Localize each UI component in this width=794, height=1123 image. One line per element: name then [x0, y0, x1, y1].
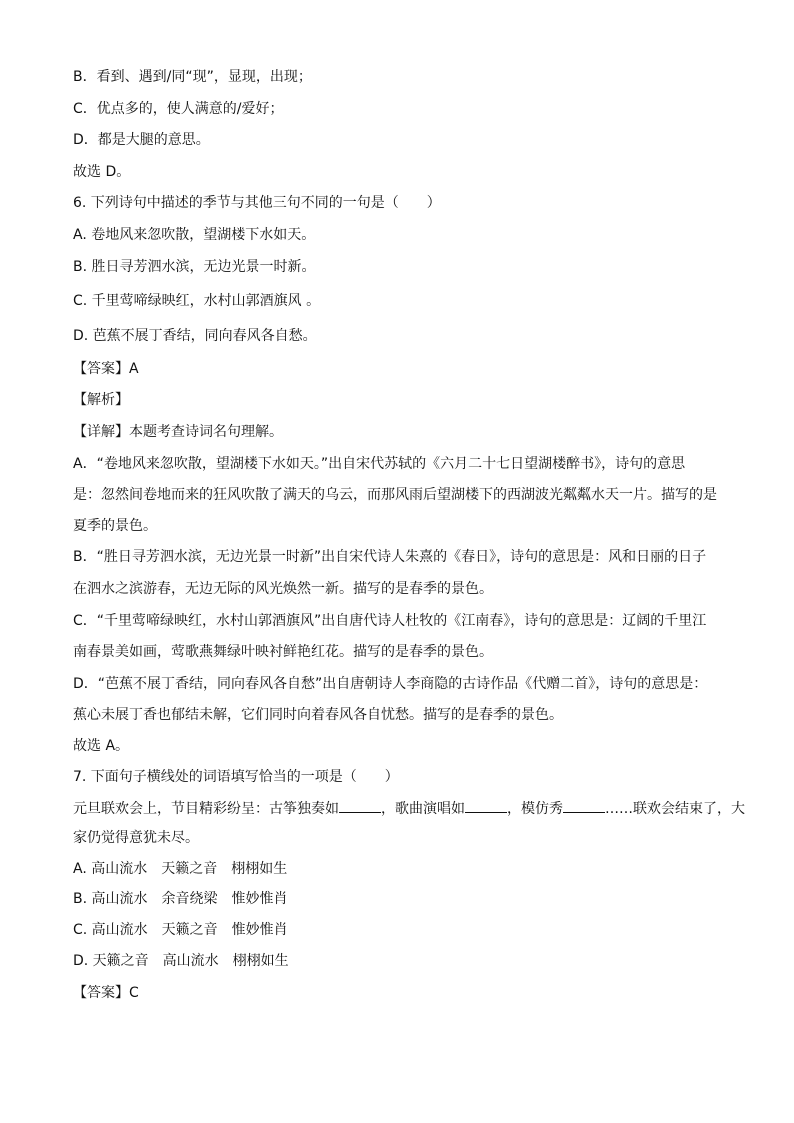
- option-d: D. 芭蕉不展丁香结，同向春风各自愁。: [73, 328, 317, 344]
- explanation-a: A．“卷地风来忽吹散，望湖楼下水如天。”出自宋代苏轼的《六月二十七日望湖楼醉书》，诗句的意思: [73, 456, 686, 472]
- explanation-a: 夏季的景色。: [73, 518, 157, 534]
- explanation-a: 是：忽然间卷地而来的狂风吹散了满天的乌云，而那风雨后望湖楼下的西湖波光粼粼水天一片。描写的是: [73, 487, 717, 503]
- option-c: C. 千里莺啼绿映红，水村山郭酒旗风 。: [73, 293, 321, 309]
- sentence-part: ，歌曲演唱如: [381, 801, 465, 817]
- option-a: A. 卷地风来忽吹散，望湖楼下水如天。: [73, 227, 316, 243]
- explanation-d: 蕉心未展丁香也郁结未解，它们同时向着春风各自忧愁。描写的是春季的景色。: [73, 707, 563, 723]
- text-line: D．都是大腿的意思。: [73, 132, 210, 148]
- option-c: C. 高山流水 天籁之音 惟妙惟肖: [73, 922, 288, 938]
- question-7-sentence: [73, 800, 745, 818]
- option-b: B. 高山流水 余音绕梁 惟妙惟肖: [73, 891, 288, 907]
- sentence-part: ，模仿秀: [507, 801, 563, 817]
- text-line: C．优点多的，使人满意的/爱好；: [73, 101, 284, 117]
- question-7-sentence: 家仍觉得意犹未尽。: [73, 830, 199, 846]
- fill-blank: [465, 800, 507, 813]
- sentence-part: 元旦联欢会上，节目精彩纷呈：古筝独奏如: [73, 801, 339, 817]
- explanation-b: 在泗水之滨游春，无边无际的风光焕然一新。描写的是春季的景色。: [73, 581, 493, 597]
- fill-blank: [339, 800, 381, 813]
- answer-label: 【答案】C: [73, 985, 139, 1001]
- sentence-part: ……联欢会结束了，大: [605, 801, 745, 817]
- option-b: B. 胜日寻芳泗水滨，无边光景一时新。: [73, 259, 316, 275]
- explanation-c: 南春景美如画，莺歌燕舞绿叶映衬鲜艳红花。描写的是春季的景色。: [73, 644, 493, 660]
- text-line: 故选 A。: [73, 738, 130, 754]
- explanation-b: B．“胜日寻芳泗水滨，无边光景一时新”出自宋代诗人朱熹的《春日》，诗句的意思是：风和日丽的日子: [73, 549, 707, 565]
- answer-label: 【答案】A: [73, 361, 139, 377]
- explanation-d: D．“芭蕉不展丁香结，同向春风各自愁”出自唐朝诗人李商隐的古诗作品《代赠二首》，诗句的意思是：: [73, 676, 708, 692]
- question-7: 7. 下面句子横线处的词语填写恰当的一项是（ ）: [73, 769, 399, 785]
- explanation-c: C．“千里莺啼绿映红，水村山郭酒旗风”出自唐代诗人杜牧的《江南春》，诗句的意思是：辽阔的千里江: [73, 613, 707, 629]
- fill-blank: [563, 800, 605, 813]
- option-d: D. 天籁之音 高山流水 栩栩如生: [73, 953, 289, 969]
- text-line: B．看到、遇到/同“现”，显现，出现；: [73, 69, 312, 85]
- analysis-label: 【解析】: [73, 392, 129, 408]
- question-6: 6. 下列诗句中描述的季节与其他三句不同的一句是（ ）: [73, 195, 441, 211]
- text-line: 故选 D。: [73, 164, 131, 180]
- option-a: A. 高山流水 天籁之音 栩栩如生: [73, 861, 288, 877]
- detail-label: 【详解】本题考查诗词名句理解。: [73, 424, 283, 440]
